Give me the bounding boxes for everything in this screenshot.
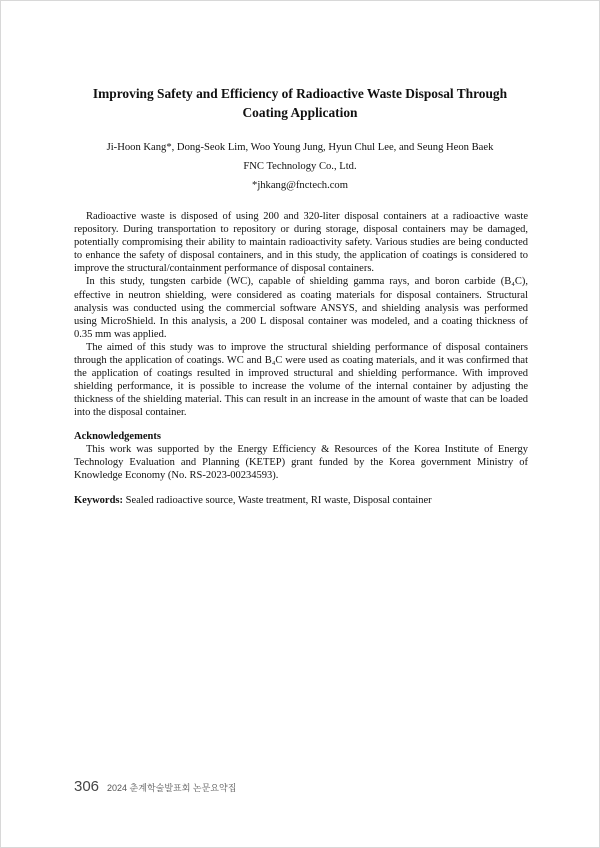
keywords-label: Keywords:: [74, 495, 123, 506]
proceedings-title: 2024 춘계학술발표회 논문요약집: [107, 783, 237, 793]
abstract-body: [74, 210, 528, 420]
page-number: 306: [74, 778, 100, 795]
abstract-paragraph-1: Radioactive waste is disposed of using 200 and 320-liter disposal containers at a radioactive waste repository. During transportation to repository or during storage, disposal containers may be damaged, potentially compromising their ability to maintain radioactivity safety. Various studies are being conducted to enhance the safety of disposal containers, and in this study, the application of coatings is considered to improve the structural/containment performance of disposal containers.: [74, 211, 528, 275]
abstract-paragraph-3: The aimed of this study was to improve the structural shielding performance of disposal containers through the application of coatings. WC and B₄C were used as coating materials, and it was confirmed that the application of coatings resulted in improved structural and shielding performance. With improved shielding performance, it is possible to increase the volume of the internal container by adjusting the thickness of the shielding material. This can result in an increase in the amount of waste that can be loaded into the disposal container.: [74, 341, 528, 419]
author-list: Ji-Hoon Kang*, Dong-Seok Lim, Woo Young Jung, Hyun Chul Lee, and Seung Heon Baek: [106, 142, 494, 153]
acknowledgements-heading: Acknowledgements: [74, 431, 161, 442]
keywords-text: Sealed radioactive source, Waste treatment, RI waste, Disposal container: [123, 495, 432, 506]
acknowledgements-text: This work was supported by the Energy Efficiency & Resources of the Korea Institute of Energy Technology Evaluation and Planning (KETEP) grant funded by the Korea government Ministry of Knowledge Economy (No. RS-2023-00234593).: [74, 444, 528, 482]
paper-title: Improving Safety and Efficiency of Radioactive Waste Disposal Through Coating Application: [92, 86, 508, 120]
abstract-paragraph-2: In this study, tungsten carbide (WC), capable of shielding gamma rays, and boron carbide (B₄C), effective in neutron shielding, were considered as coating materials for disposal containers. Structural analysis was conducted using the commercial software ANSYS, and shielding analysis was performed using MicroShield. In this analysis, a 200 L disposal container was modeled, and a coating thickness of 0.35 mm was applied.: [74, 276, 528, 340]
keywords-line: [74, 494, 528, 507]
acknowledgements-section: [74, 430, 528, 482]
corresponding-email: *jhkang@fnctech.com: [252, 180, 348, 191]
page-footer: [74, 778, 236, 795]
affiliation: FNC Technology Co., Ltd.: [243, 161, 357, 172]
